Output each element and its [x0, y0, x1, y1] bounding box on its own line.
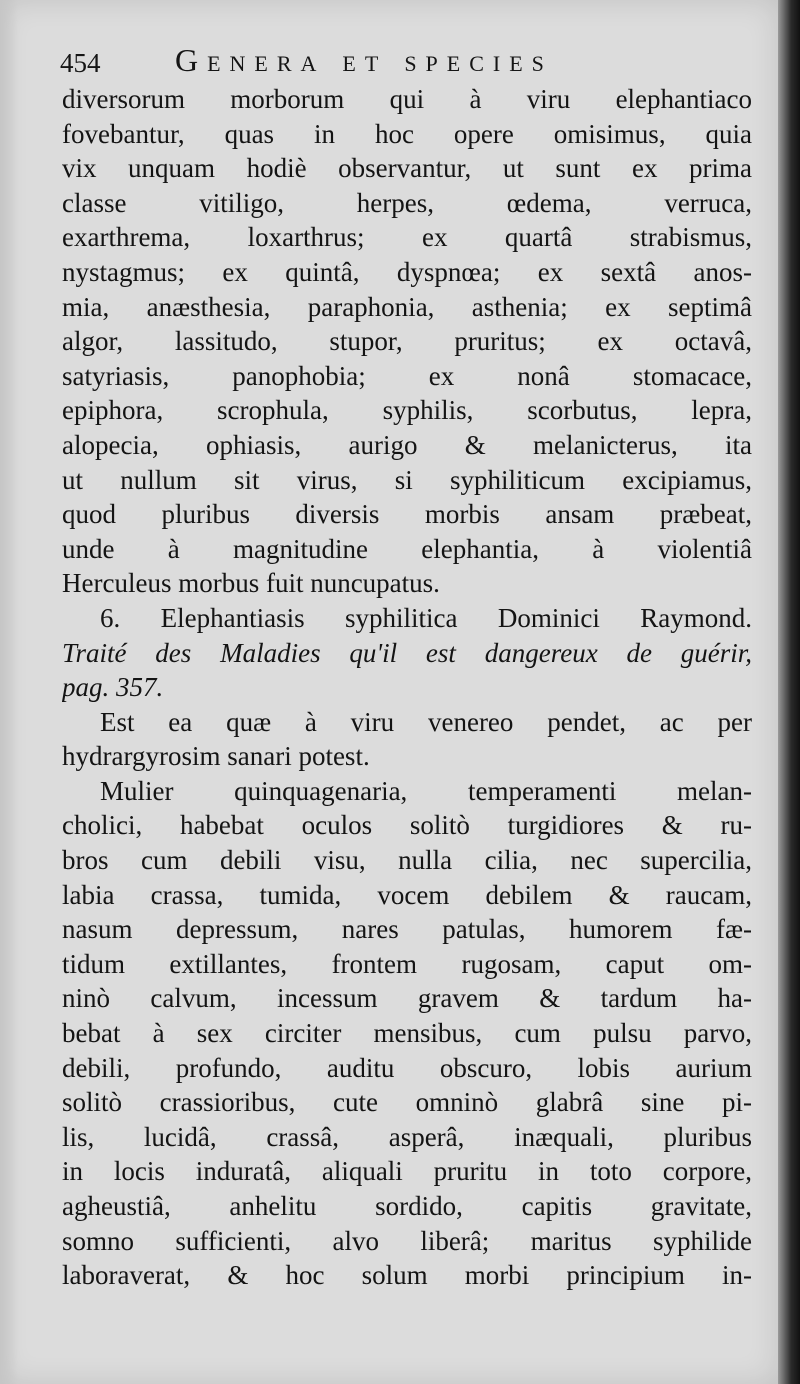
text-line: ninò calvum, incessum gravem & tardum ha-	[62, 983, 752, 1014]
text-line: labia crassa, tumida, vocem debilem & raucam,	[62, 879, 752, 910]
body-text	[62, 82, 752, 1293]
text-line: hydrargyrosim sanari potest.	[62, 741, 370, 772]
text-line: vix unquam hodiè observantur, ut sunt ex prima	[62, 153, 752, 184]
page-edge-shadow	[778, 0, 800, 1384]
text-line: classe vitiligo, herpes, œdema, verruca,	[62, 187, 752, 218]
text-line: Herculeus morbus fuit nuncupatus.	[62, 568, 440, 599]
text-line: bros cum debili visu, nulla cilia, nec supercilia,	[62, 845, 752, 876]
text-line: diversorum morborum qui à viru elephantiaco	[62, 84, 752, 114]
text-line: ut nullum sit virus, si syphiliticum excipiamus,	[62, 464, 752, 495]
text-line: exarthrema, loxarthrus; ex quartâ strabismus,	[62, 222, 752, 253]
gutter-shadow	[0, 0, 18, 1384]
text-line: algor, lassitudo, stupor, pruritus; ex octavâ,	[62, 326, 752, 357]
text-line: somno sufficienti, alvo liberâ; maritus syphilide	[62, 1225, 752, 1256]
text-line: Mulier quinquagenaria, temperamenti melan-	[100, 775, 752, 806]
text-line: nasum depressum, nares patulas, humorem fæ-	[62, 914, 752, 945]
text-line: tidum extillantes, frontem rugosam, caput om-	[62, 948, 752, 979]
text-line: alopecia, ophiasis, aurigo & melanicterus, ita	[62, 429, 752, 460]
text-line: Est ea quæ à viru venereo pendet, ac per	[100, 706, 752, 737]
text-line: laboraverat, & hoc solum morbi principium in-	[62, 1260, 752, 1291]
text-line: fovebantur, quas in hoc opere omisimus, quia	[62, 118, 752, 149]
text-line: in locis induratâ, aliquali pruritu in toto corpore,	[62, 1156, 752, 1187]
text-line: unde à magnitudine elephantia, à violentiâ	[62, 533, 752, 564]
text-line: agheustiâ, anhelitu sordido, capitis gravitate,	[62, 1191, 752, 1221]
citation-line: pag. 357.	[62, 672, 164, 703]
section-heading-line: 6. Elephantiasis syphilitica Dominici Raymond.	[100, 602, 752, 633]
text-line: quod pluribus diversis morbis ansam præbeat,	[62, 499, 752, 530]
running-title: Genera et species	[175, 42, 553, 78]
text-line: bebat à sex circiter mensibus, cum pulsu parvo,	[62, 1018, 752, 1049]
citation-line: Traité des Maladies qu'il est dangereux de guérir,	[62, 637, 752, 668]
text-line: solitò crassioribus, cute omninò glabrâ sine pi-	[62, 1087, 752, 1118]
text-line: mia, anæsthesia, paraphonia, asthenia; ex septimâ	[62, 291, 752, 322]
page-number: 454	[60, 48, 101, 78]
text-line: nystagmus; ex quintâ, dyspnœa; ex sextâ anos-	[62, 256, 752, 287]
text-line: lis, lucidâ, crassâ, asperâ, inæquali, pluribus	[62, 1121, 752, 1152]
text-line: cholici, habebat oculos solitò turgidiores & ru-	[62, 810, 752, 841]
text-line: satyriasis, panophobia; ex nonâ stomacace,	[62, 360, 752, 391]
text-line: epiphora, scrophula, syphilis, scorbutus, lepra,	[62, 395, 752, 426]
text-line: debili, profundo, auditu obscuro, lobis aurium	[62, 1052, 752, 1083]
